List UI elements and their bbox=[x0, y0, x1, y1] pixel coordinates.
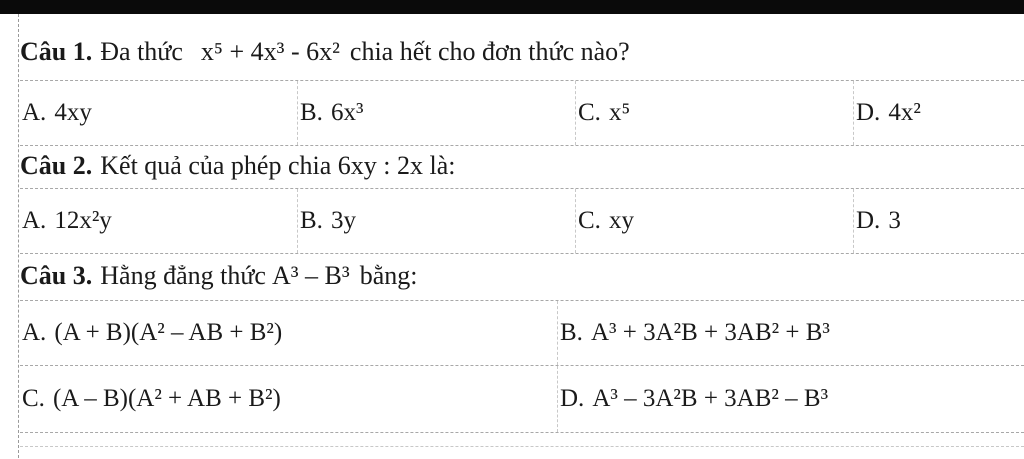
answer-3b bbox=[558, 301, 1024, 365]
answer-letter: D. bbox=[856, 207, 881, 234]
question-3-answers-row-2 bbox=[20, 366, 1024, 433]
answer-letter: A. bbox=[22, 319, 47, 346]
question-3-label: Câu 3. bbox=[20, 261, 93, 290]
answer-letter: A. bbox=[22, 207, 47, 234]
question-2-text: Kết quả của phép chia 6xy : 2x là: bbox=[100, 151, 456, 180]
answer-text: 3 bbox=[888, 207, 901, 234]
question-1-label: Câu 1. bbox=[20, 37, 93, 66]
question-2 bbox=[20, 146, 1024, 186]
answer-text: (A + B)(A² – AB + B²) bbox=[54, 319, 283, 346]
answer-letter: B. bbox=[300, 207, 323, 234]
question-2-answers bbox=[20, 188, 1024, 254]
answer-text: 12x²y bbox=[54, 207, 112, 234]
answer-text: A³ – 3A²B + 3AB² – B³ bbox=[592, 385, 829, 412]
answer-1b bbox=[298, 81, 576, 145]
left-margin-rule bbox=[18, 14, 19, 458]
answer-letter: C. bbox=[22, 385, 45, 412]
answer-text: 4x² bbox=[888, 99, 921, 126]
question-3 bbox=[20, 254, 1024, 298]
answer-text: (A – B)(A² + AB + B²) bbox=[52, 385, 281, 412]
top-black-bar bbox=[0, 0, 1024, 14]
answer-letter: D. bbox=[856, 99, 881, 126]
bottom-divider bbox=[20, 446, 1024, 459]
answer-letter: B. bbox=[560, 319, 583, 346]
answer-3a bbox=[20, 301, 558, 365]
worksheet bbox=[20, 14, 1024, 458]
question-1-formula: x⁵ + 4x³ - 6x² bbox=[200, 37, 340, 66]
question-3-answers-row-1 bbox=[20, 300, 1024, 366]
answer-3d bbox=[558, 366, 1024, 432]
answer-1a bbox=[20, 81, 298, 145]
answer-1c bbox=[576, 81, 854, 145]
answer-text: xy bbox=[608, 207, 634, 234]
answer-letter: C. bbox=[578, 99, 601, 126]
answer-2b bbox=[298, 189, 576, 253]
question-1 bbox=[20, 34, 1024, 70]
question-3-text-after: bằng: bbox=[359, 261, 418, 290]
answer-2c bbox=[576, 189, 854, 253]
question-1-text: Đa thức bbox=[100, 37, 183, 66]
answer-text: 4xy bbox=[54, 99, 92, 126]
answer-letter: B. bbox=[300, 99, 323, 126]
answer-text: x⁵ bbox=[608, 99, 631, 126]
answer-2d bbox=[854, 189, 1024, 253]
question-2-label: Câu 2. bbox=[20, 151, 93, 180]
question-3-text: Hằng đẳng thức bbox=[100, 261, 266, 290]
answer-letter: A. bbox=[22, 99, 47, 126]
answer-3c bbox=[20, 366, 558, 432]
question-1-answers bbox=[20, 80, 1024, 146]
answer-text: A³ + 3A²B + 3AB² + B³ bbox=[590, 319, 830, 346]
answer-letter: D. bbox=[560, 385, 585, 412]
question-1-text-after: chia hết cho đơn thức nào? bbox=[349, 37, 630, 66]
answer-letter: C. bbox=[578, 207, 601, 234]
answer-2a bbox=[20, 189, 298, 253]
question-3-formula: A³ – B³ bbox=[271, 261, 350, 290]
answer-text: 6x³ bbox=[330, 99, 364, 126]
answer-text: 3y bbox=[330, 207, 356, 234]
answer-1d bbox=[854, 81, 1024, 145]
